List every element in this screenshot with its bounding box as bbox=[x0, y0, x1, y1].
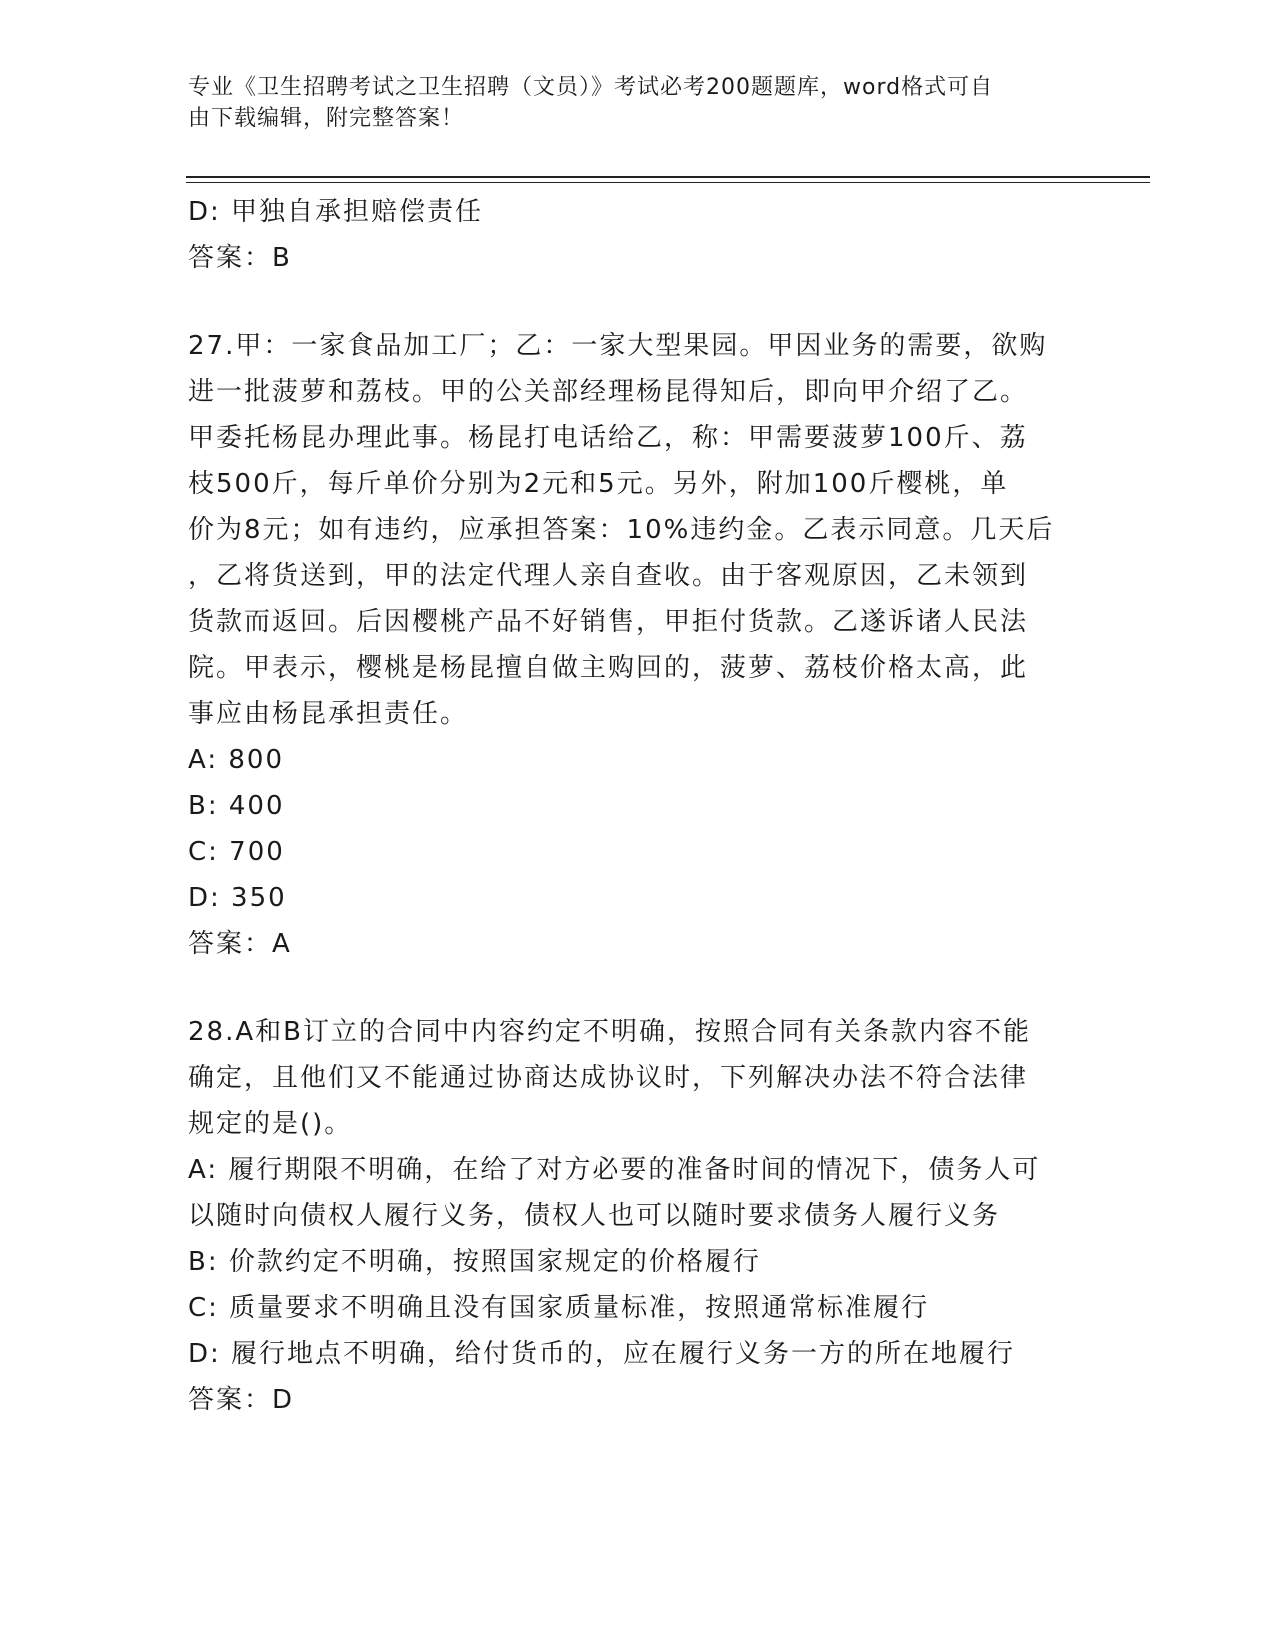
q28-stem-line: 规定的是()。 bbox=[188, 1109, 353, 1139]
question-28 bbox=[188, 1009, 1088, 1423]
document-body bbox=[188, 189, 1088, 1423]
q27-stem-line: 货款而返回。后因樱桃产品不好销售，甲拒付货款。乙遂诉诸人民法 bbox=[188, 607, 1029, 637]
q28-option-b: B: 价款约定不明确，按照国家规定的价格履行 bbox=[188, 1247, 761, 1277]
q27-option-b: B: 400 bbox=[188, 791, 285, 821]
header-rule-thin bbox=[186, 182, 1150, 183]
document-header bbox=[188, 72, 1068, 134]
q27-stem-line: 甲委托杨昆办理此事。杨昆打电话给乙，称：甲需要菠萝100斤、荔 bbox=[188, 423, 1028, 453]
q27-stem-line: ，乙将货送到，甲的法定代理人亲自查收。由于客观原因，乙未领到 bbox=[188, 561, 1029, 591]
q27-stem-line: 枝500斤，每斤单价分别为2元和5元。另外，附加100斤樱桃，单 bbox=[188, 469, 1009, 499]
carryover-answer: 答案：B bbox=[188, 243, 292, 273]
q27-stem-line: 27.甲：一家食品加工厂；乙：一家大型果园。甲因业务的需要，欲购 bbox=[188, 331, 1048, 361]
q28-option-d: D: 履行地点不明确，给付货币的，应在履行义务一方的所在地履行 bbox=[188, 1339, 1016, 1369]
q27-option-c: C: 700 bbox=[188, 837, 285, 867]
header-line-2: 由下载编辑，附完整答案！ bbox=[188, 106, 465, 131]
header-rule-thick bbox=[186, 176, 1150, 178]
q28-answer: 答案：D bbox=[188, 1385, 295, 1415]
q27-option-a: A: 800 bbox=[188, 745, 284, 775]
carryover-option-d: D: 甲独自承担赔偿责任 bbox=[188, 197, 484, 227]
q28-option-a-line-2: 以随时向债权人履行义务，债权人也可以随时要求债务人履行义务 bbox=[188, 1201, 1001, 1231]
q27-stem-line: 院。甲表示，樱桃是杨昆擅自做主购回的，菠萝、荔枝价格太高，此 bbox=[188, 653, 1029, 683]
spacer bbox=[188, 967, 1088, 1009]
question-27 bbox=[188, 323, 1088, 967]
q27-stem-line: 价为8元；如有违约，应承担答案：10%违约金。乙表示同意。几天后 bbox=[188, 515, 1055, 545]
q28-stem-line: 确定，且他们又不能通过协商达成协议时，下列解决办法不符合法律 bbox=[188, 1063, 1029, 1093]
q27-option-d: D: 350 bbox=[188, 883, 287, 913]
q27-stem-line: 进一批菠萝和荔枝。甲的公关部经理杨昆得知后，即向甲介绍了乙。 bbox=[188, 377, 1029, 407]
header-line-1: 专业《卫生招聘考试之卫生招聘（文员）》考试必考200题题库，word格式可自 bbox=[188, 75, 994, 100]
q28-option-a-line-1: A: 履行期限不明确，在给了对方必要的准备时间的情况下，债务人可 bbox=[188, 1155, 1041, 1185]
q27-stem-line: 事应由杨昆承担责任。 bbox=[188, 699, 469, 729]
spacer bbox=[188, 281, 1088, 323]
q27-answer: 答案：A bbox=[188, 929, 292, 959]
q28-option-c: C: 质量要求不明确且没有国家质量标准，按照通常标准履行 bbox=[188, 1293, 930, 1323]
q28-stem-line: 28.A和B订立的合同中内容约定不明确，按照合同有关条款内容不能 bbox=[188, 1017, 1031, 1047]
